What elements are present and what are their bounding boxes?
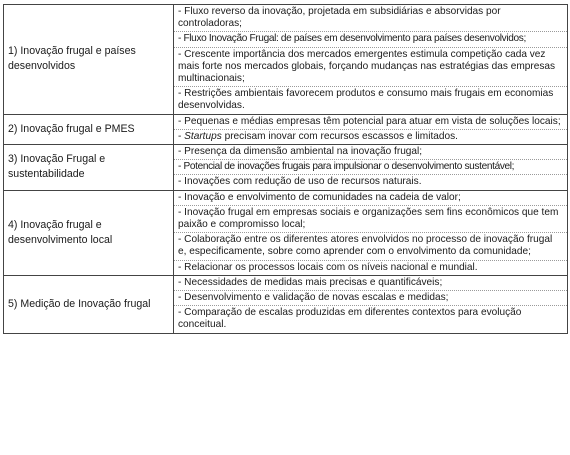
frugal-innovation-table bbox=[3, 4, 568, 334]
topic-cell: 3) Inovação Frugal e sustentabilidade bbox=[4, 145, 174, 190]
table-row bbox=[4, 5, 568, 115]
list-item: - Desenvolvimento e validação de novas escalas e medidas; bbox=[174, 291, 567, 306]
items-cell bbox=[174, 115, 568, 144]
list-item: - Fluxo Inovação Frugal: de países em desenvolvimento para países desenvolvidos; bbox=[174, 32, 567, 47]
list-item: - Fluxo reverso da inovação, projetada em subsidiárias e absorvidas por controladoras; bbox=[174, 5, 567, 32]
list-item: - Potencial de inovações frugais para impulsionar o desenvolvimento sustentável; bbox=[174, 160, 567, 175]
list-item bbox=[174, 130, 567, 144]
table-row bbox=[4, 115, 568, 145]
list-item: - Relacionar os processos locais com os níveis nacional e mundial. bbox=[178, 261, 478, 273]
topic-cell: 1) Inovação frugal e países desenvolvidos bbox=[4, 5, 174, 114]
topic-cell: 5) Medição de Inovação frugal bbox=[4, 276, 174, 333]
list-item: - Comparação de escalas produzidas em diferentes contextos para evolução conceitual. bbox=[178, 307, 522, 331]
table-row bbox=[4, 191, 568, 276]
list-item: - Necessidades de medidas mais precisas e quantificáveis; bbox=[174, 276, 567, 291]
startup-prefix: - bbox=[178, 130, 185, 142]
startups-term: Startups bbox=[184, 130, 222, 142]
list-item: - Presença da dimensão ambiental na inovação frugal; bbox=[174, 145, 567, 160]
table-row bbox=[4, 145, 568, 191]
list-item: - Restrições ambientais favorecem produtos e consumo mais frugais em economias desenvolvidas. bbox=[178, 88, 554, 112]
list-item: - Colaboração entre os diferentes atores envolvidos no processo de inovação frugal e, especificamente, sobre como aprender com o envolvimento da comunidade; bbox=[174, 233, 567, 260]
list-item: - Pequenas e médias empresas têm potencial para atuar em vista de soluções locais; bbox=[174, 115, 567, 130]
topic-cell: 4) Inovação frugal e desenvolvimento local bbox=[4, 191, 174, 275]
list-item: - Inovação e envolvimento de comunidades na cadeia de valor; bbox=[174, 191, 567, 206]
list-item: - Inovações com redução de uso de recursos naturais. bbox=[178, 176, 422, 188]
table-row bbox=[4, 276, 568, 334]
startups-text: precisam inovar com recursos escassos e limitados. bbox=[224, 130, 458, 142]
items-cell bbox=[174, 276, 568, 333]
list-item: - Inovação frugal em empresas sociais e organizações sem fins econômicos que tem paixão e compromisso local; bbox=[174, 206, 567, 233]
items-cell bbox=[174, 145, 568, 190]
list-item: - Crescente importância dos mercados emergentes estimula competição cada vez mais forte nos mercados globais, forçando mudanças nas estratégias das empresas multinacionais; bbox=[174, 48, 567, 88]
topic-cell: 2) Inovação frugal e PMES bbox=[4, 115, 174, 144]
items-cell bbox=[174, 5, 568, 114]
items-cell bbox=[174, 191, 568, 275]
